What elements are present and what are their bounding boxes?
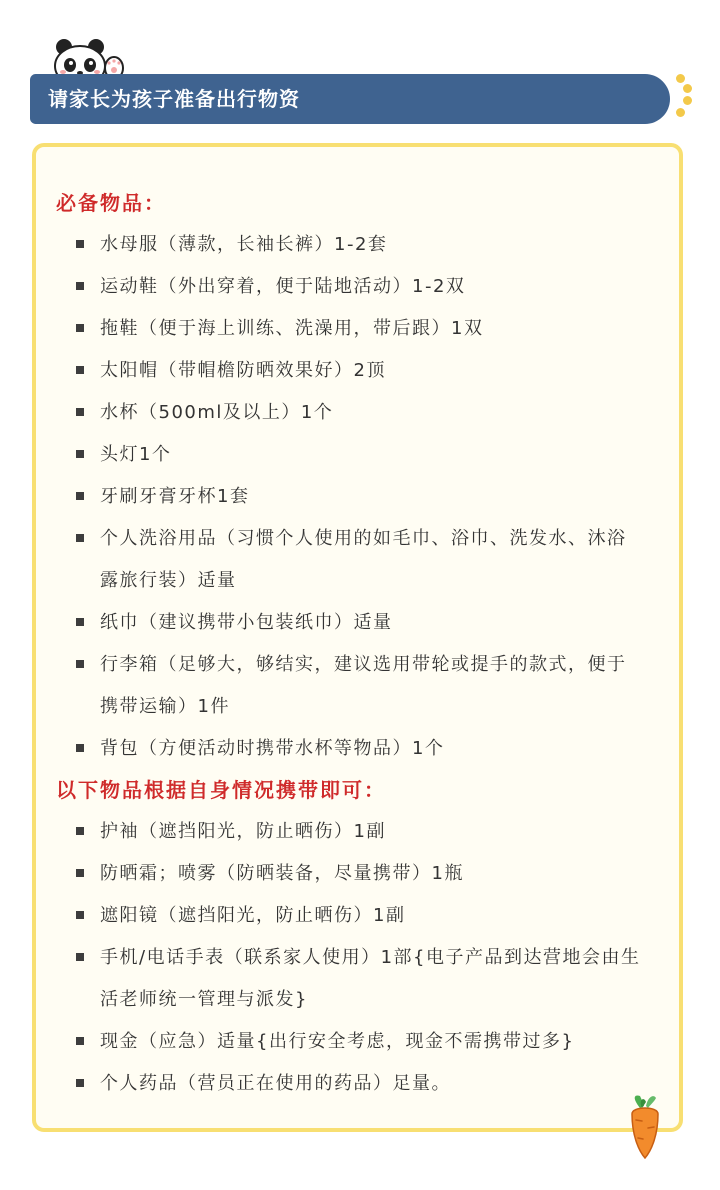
list-item: 手机/电话手表（联系家人使用）1部{电子产品到达营地会由生活老师统一管理与派发} xyxy=(100,937,645,1021)
bullet-icon xyxy=(76,366,84,374)
list-item: 太阳帽（带帽檐防晒效果好）2顶 xyxy=(100,350,645,392)
bullet-icon xyxy=(76,911,84,919)
carrot-icon xyxy=(622,1094,668,1160)
list-item: 防晒霜；喷雾（防晒装备，尽量携带）1瓶 xyxy=(100,853,645,895)
section-heading-optional: 以下物品根据自身情况携带即可： xyxy=(56,778,386,802)
decorative-dots-icon xyxy=(674,72,694,128)
bullet-icon xyxy=(76,953,84,961)
list-item: 现金（应急）适量{出行安全考虑，现金不需携带过多} xyxy=(100,1021,645,1063)
page-title: 请家长为孩子准备出行物资 xyxy=(48,87,300,111)
bullet-icon xyxy=(76,450,84,458)
bullet-icon xyxy=(76,492,84,500)
list-item: 个人洗浴用品（习惯个人使用的如毛巾、浴巾、洗发水、沐浴露旅行装）适量 xyxy=(100,518,645,602)
bullet-icon xyxy=(76,534,84,542)
bullet-icon xyxy=(76,282,84,290)
list-item: 个人药品（营员正在使用的药品）足量。 xyxy=(100,1063,645,1105)
bullet-icon xyxy=(76,408,84,416)
list-item: 背包（方便活动时携带水杯等物品）1个 xyxy=(100,728,645,770)
list-item: 运动鞋（外出穿着，便于陆地活动）1-2双 xyxy=(100,266,645,308)
list-item: 拖鞋（便于海上训练、洗澡用，带后跟）1双 xyxy=(100,308,645,350)
bullet-icon xyxy=(76,240,84,248)
list-item: 牙刷牙膏牙杯1套 xyxy=(100,476,645,518)
bullet-icon xyxy=(76,1037,84,1045)
bullet-icon xyxy=(76,744,84,752)
list-item: 行李箱（足够大，够结实，建议选用带轮或提手的款式，便于携带运输）1件 xyxy=(100,644,645,728)
list-item: 水杯（500ml及以上）1个 xyxy=(100,392,645,434)
bullet-icon xyxy=(76,324,84,332)
supplies-card xyxy=(32,143,683,1132)
list-item: 头灯1个 xyxy=(100,434,645,476)
bullet-icon xyxy=(76,618,84,626)
title-banner xyxy=(30,74,670,124)
list-item: 纸巾（建议携带小包装纸巾）适量 xyxy=(100,602,645,644)
section-heading-required: 必备物品： xyxy=(56,191,166,215)
list-item: 护袖（遮挡阳光，防止晒伤）1副 xyxy=(100,811,645,853)
bullet-icon xyxy=(76,827,84,835)
list-item: 水母服（薄款，长袖长裤）1-2套 xyxy=(100,224,645,266)
list-item: 遮阳镜（遮挡阳光，防止晒伤）1副 xyxy=(100,895,645,937)
bullet-icon xyxy=(76,1079,84,1087)
bullet-icon xyxy=(76,660,84,668)
bullet-icon xyxy=(76,869,84,877)
